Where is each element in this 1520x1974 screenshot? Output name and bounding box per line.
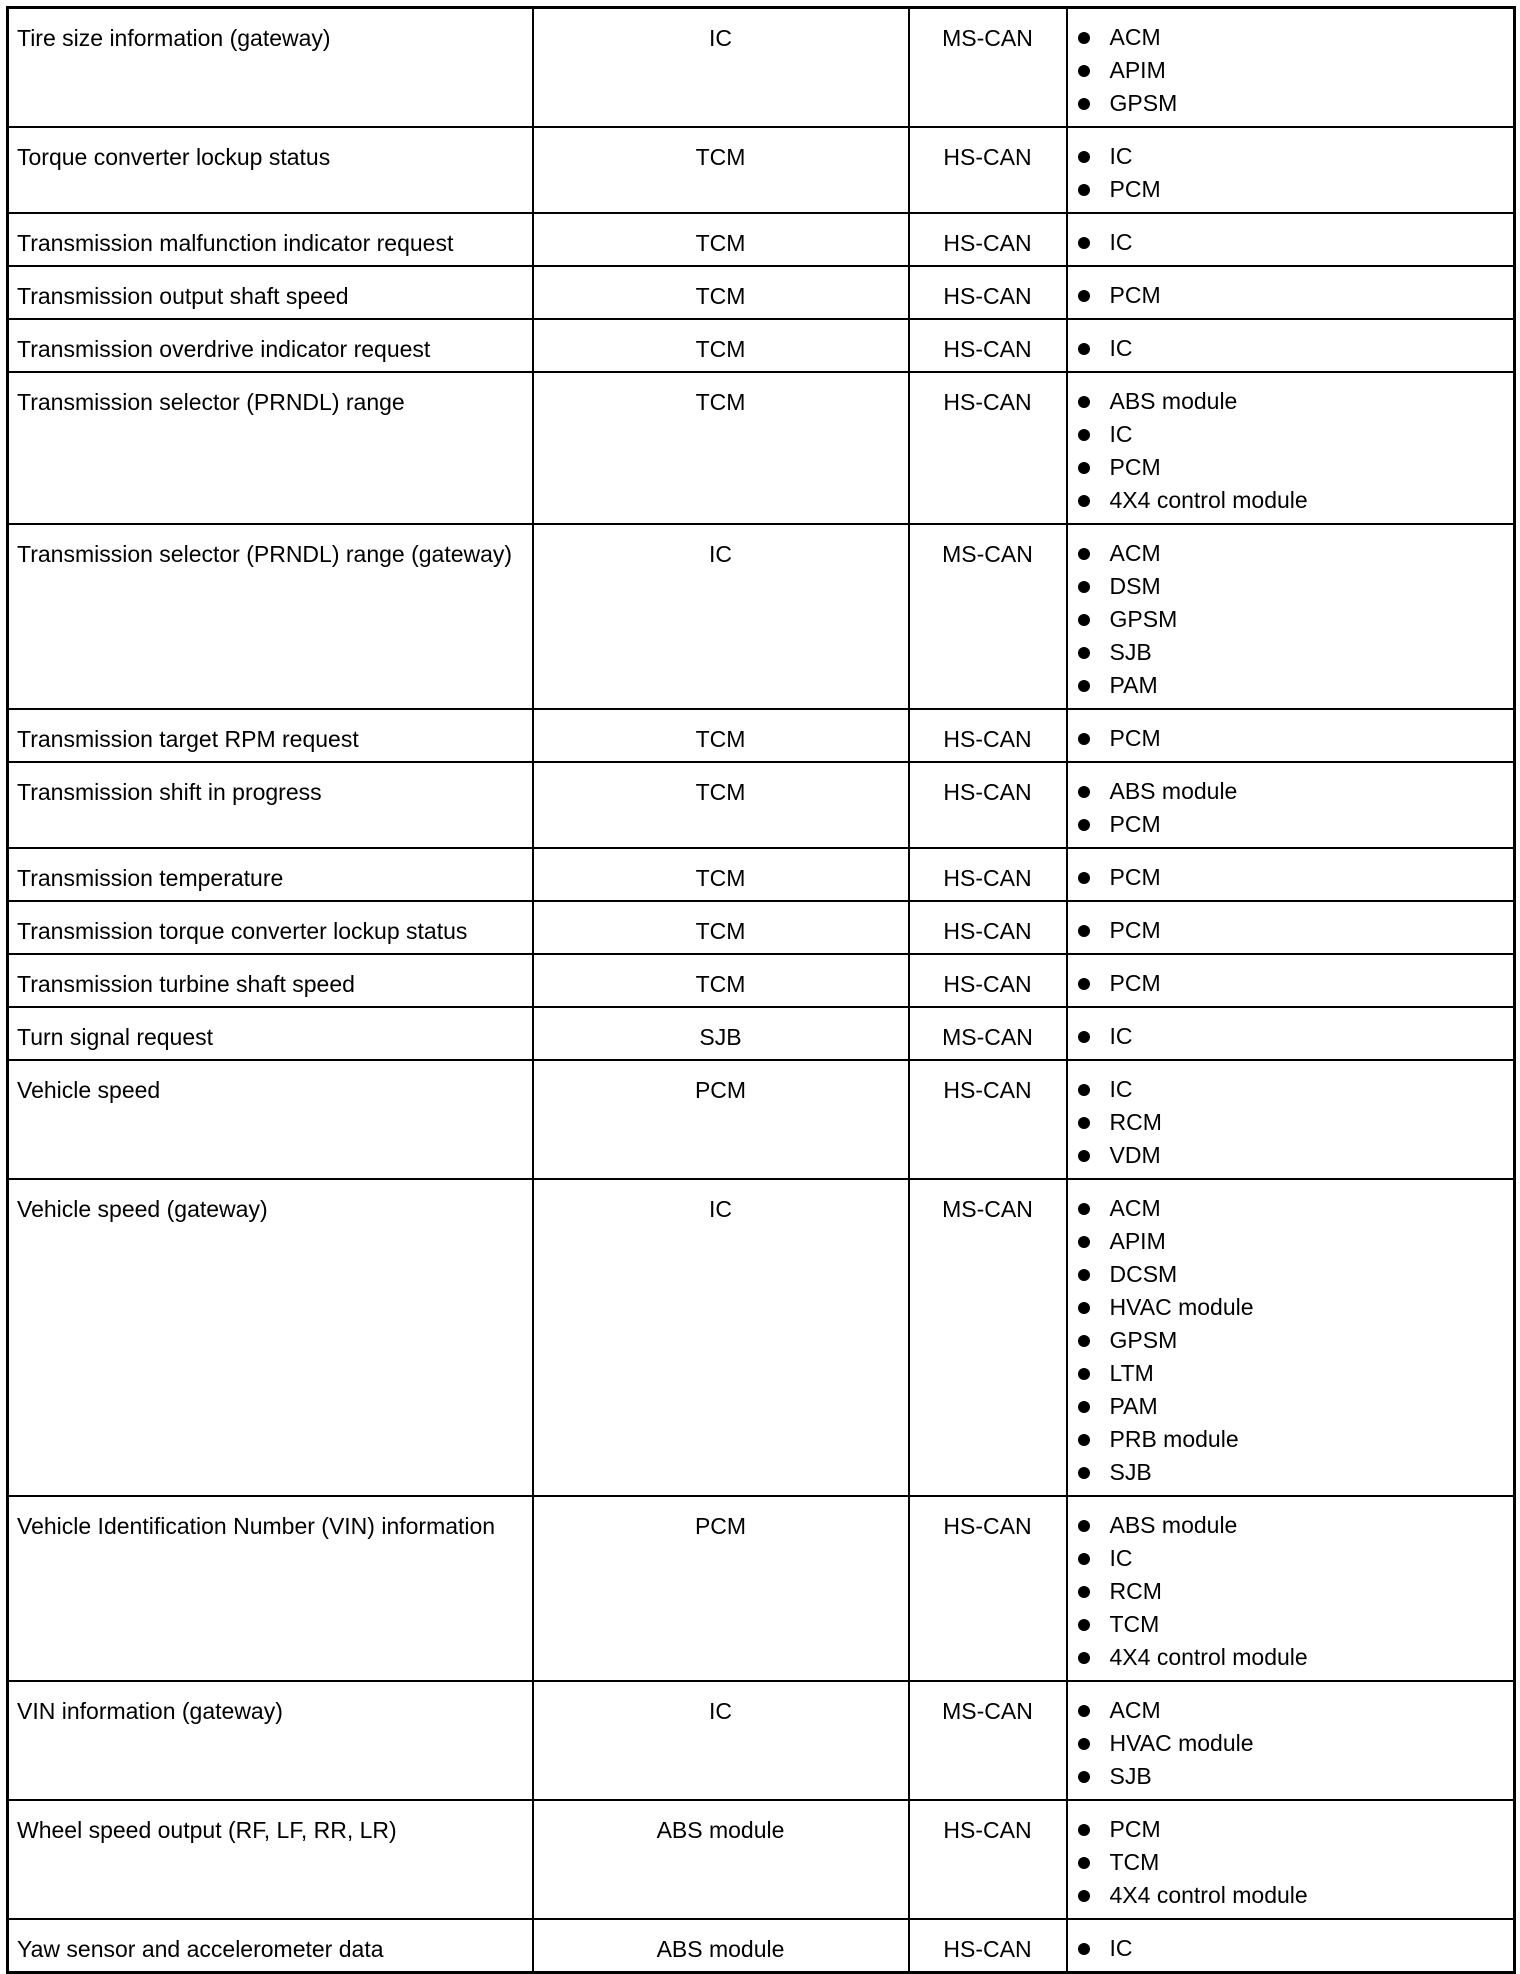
network-bus-cell: HS-CAN [909, 848, 1067, 901]
receivers-cell [1067, 1681, 1515, 1800]
receiver-list-item: 4X4 control module [1076, 484, 1506, 517]
table-row [8, 127, 1515, 213]
source-module-cell: IC [533, 1179, 909, 1496]
network-bus-cell: HS-CAN [909, 127, 1067, 213]
table-row [8, 319, 1515, 372]
source-module-cell: TCM [533, 848, 909, 901]
receiver-list-item: PCM [1076, 451, 1506, 484]
receiver-list-item: PCM [1076, 1813, 1506, 1846]
source-module-cell: IC [533, 524, 909, 709]
table-row [8, 901, 1515, 954]
receiver-list-item: ACM [1076, 537, 1506, 570]
receiver-list-item: SJB [1076, 636, 1506, 669]
receiver-list-item: SJB [1076, 1456, 1506, 1489]
receivers-cell [1067, 1496, 1515, 1681]
network-bus-cell: HS-CAN [909, 372, 1067, 524]
network-bus-cell: HS-CAN [909, 709, 1067, 762]
table-row [8, 762, 1515, 848]
table-row [8, 1681, 1515, 1800]
receiver-list-item: IC [1076, 1073, 1506, 1106]
source-module-cell: PCM [533, 1496, 909, 1681]
receiver-list-item: ABS module [1076, 385, 1506, 418]
receiver-list-item: TCM [1076, 1608, 1506, 1641]
receiver-list-item: RCM [1076, 1575, 1506, 1608]
table-row [8, 1496, 1515, 1681]
source-module-cell: TCM [533, 213, 909, 266]
table-row [8, 1007, 1515, 1060]
receiver-list-item: IC [1076, 1020, 1506, 1053]
receiver-list [1076, 967, 1506, 1000]
receiver-list-item: SJB [1076, 1760, 1506, 1793]
network-bus-cell: HS-CAN [909, 1800, 1067, 1919]
message-cell: Transmission selector (PRNDL) range (gateway) [8, 524, 533, 709]
source-module-cell: TCM [533, 127, 909, 213]
table-row [8, 524, 1515, 709]
network-bus-cell: HS-CAN [909, 1919, 1067, 1973]
receiver-list-item: GPSM [1076, 1324, 1506, 1357]
message-cell: VIN information (gateway) [8, 1681, 533, 1800]
receivers-cell [1067, 524, 1515, 709]
receiver-list-item: LTM [1076, 1357, 1506, 1390]
table-row [8, 1800, 1515, 1919]
network-bus-cell: MS-CAN [909, 1179, 1067, 1496]
receiver-list-item: 4X4 control module [1076, 1641, 1506, 1674]
receivers-cell [1067, 709, 1515, 762]
source-module-cell: ABS module [533, 1800, 909, 1919]
receiver-list-item: PCM [1076, 914, 1506, 947]
message-cell: Torque converter lockup status [8, 127, 533, 213]
message-cell: Tire size information (gateway) [8, 8, 533, 128]
receivers-cell [1067, 1800, 1515, 1919]
network-bus-cell: HS-CAN [909, 319, 1067, 372]
receiver-list [1076, 226, 1506, 259]
receiver-list-item: IC [1076, 332, 1506, 365]
receiver-list-item: GPSM [1076, 87, 1506, 120]
receiver-list-item: DSM [1076, 570, 1506, 603]
receiver-list-item: APIM [1076, 1225, 1506, 1258]
network-bus-cell: MS-CAN [909, 1681, 1067, 1800]
receiver-list [1076, 722, 1506, 755]
receiver-list-item: PCM [1076, 861, 1506, 894]
receiver-list [1076, 332, 1506, 365]
source-module-cell: ABS module [533, 1919, 909, 1973]
receiver-list-item: IC [1076, 1542, 1506, 1575]
receivers-cell [1067, 8, 1515, 128]
table-row [8, 8, 1515, 128]
receiver-list [1076, 914, 1506, 947]
receiver-list [1076, 140, 1506, 206]
receiver-list-item: ABS module [1076, 1509, 1506, 1542]
receivers-cell [1067, 1919, 1515, 1973]
source-module-cell: TCM [533, 319, 909, 372]
receiver-list-item: ACM [1076, 1192, 1506, 1225]
table-row [8, 954, 1515, 1007]
message-cell: Transmission malfunction indicator request [8, 213, 533, 266]
receivers-cell [1067, 1179, 1515, 1496]
message-cell: Transmission shift in progress [8, 762, 533, 848]
receiver-list [1076, 1073, 1506, 1172]
receiver-list-item: HVAC module [1076, 1291, 1506, 1324]
receiver-list-item: PCM [1076, 967, 1506, 1000]
source-module-cell: TCM [533, 954, 909, 1007]
table-row [8, 1919, 1515, 1973]
receiver-list-item: IC [1076, 140, 1506, 173]
source-module-cell: IC [533, 1681, 909, 1800]
receiver-list [1076, 279, 1506, 312]
message-cell: Transmission turbine shaft speed [8, 954, 533, 1007]
receiver-list-item: PCM [1076, 173, 1506, 206]
table-row [8, 213, 1515, 266]
receiver-list-item: GPSM [1076, 603, 1506, 636]
table-row [8, 372, 1515, 524]
receivers-cell [1067, 1007, 1515, 1060]
receiver-list-item: ACM [1076, 21, 1506, 54]
receivers-cell [1067, 954, 1515, 1007]
receiver-list [1076, 1932, 1506, 1965]
receivers-cell [1067, 127, 1515, 213]
receiver-list-item: TCM [1076, 1846, 1506, 1879]
source-module-cell: PCM [533, 1060, 909, 1179]
receiver-list [1076, 1192, 1506, 1489]
source-module-cell: SJB [533, 1007, 909, 1060]
receiver-list-item: VDM [1076, 1139, 1506, 1172]
receivers-cell [1067, 848, 1515, 901]
message-cell: Vehicle Identification Number (VIN) information [8, 1496, 533, 1681]
receiver-list [1076, 1020, 1506, 1053]
message-cell: Transmission output shaft speed [8, 266, 533, 319]
source-module-cell: TCM [533, 901, 909, 954]
receiver-list-item: PCM [1076, 279, 1506, 312]
receiver-list [1076, 1813, 1506, 1912]
receivers-cell [1067, 762, 1515, 848]
table-row [8, 1060, 1515, 1179]
message-cell: Vehicle speed [8, 1060, 533, 1179]
receiver-list [1076, 861, 1506, 894]
source-module-cell: TCM [533, 266, 909, 319]
table-row [8, 1179, 1515, 1496]
message-cell: Yaw sensor and accelerometer data [8, 1919, 533, 1973]
receiver-list-item: IC [1076, 226, 1506, 259]
message-cell: Transmission overdrive indicator request [8, 319, 533, 372]
receiver-list-item: IC [1076, 1932, 1506, 1965]
message-cell: Turn signal request [8, 1007, 533, 1060]
message-cell: Transmission target RPM request [8, 709, 533, 762]
network-bus-cell: HS-CAN [909, 762, 1067, 848]
source-module-cell: IC [533, 8, 909, 128]
receiver-list [1076, 1509, 1506, 1674]
receiver-list-item: HVAC module [1076, 1727, 1506, 1760]
receiver-list [1076, 775, 1506, 841]
receivers-cell [1067, 213, 1515, 266]
receiver-list-item: PAM [1076, 1390, 1506, 1423]
receivers-cell [1067, 901, 1515, 954]
network-bus-cell: MS-CAN [909, 524, 1067, 709]
receiver-list-item: ABS module [1076, 775, 1506, 808]
network-bus-cell: HS-CAN [909, 266, 1067, 319]
receivers-cell [1067, 266, 1515, 319]
receivers-cell [1067, 1060, 1515, 1179]
network-bus-cell: HS-CAN [909, 213, 1067, 266]
message-cell: Wheel speed output (RF, LF, RR, LR) [8, 1800, 533, 1919]
receiver-list-item: DCSM [1076, 1258, 1506, 1291]
source-module-cell: TCM [533, 762, 909, 848]
receiver-list [1076, 21, 1506, 120]
table-row [8, 709, 1515, 762]
source-module-cell: TCM [533, 372, 909, 524]
network-message-table [6, 6, 1516, 1974]
receivers-cell [1067, 372, 1515, 524]
source-module-cell: TCM [533, 709, 909, 762]
receiver-list-item: PRB module [1076, 1423, 1506, 1456]
network-bus-cell: HS-CAN [909, 954, 1067, 1007]
receivers-cell [1067, 319, 1515, 372]
network-bus-cell: MS-CAN [909, 1007, 1067, 1060]
table-row [8, 266, 1515, 319]
network-bus-cell: HS-CAN [909, 1496, 1067, 1681]
message-cell: Transmission torque converter lockup status [8, 901, 533, 954]
table-row [8, 848, 1515, 901]
receiver-list [1076, 1694, 1506, 1793]
receiver-list-item: PAM [1076, 669, 1506, 702]
receiver-list-item: IC [1076, 418, 1506, 451]
receiver-list-item: 4X4 control module [1076, 1879, 1506, 1912]
message-cell: Transmission temperature [8, 848, 533, 901]
receiver-list-item: PCM [1076, 808, 1506, 841]
message-cell: Vehicle speed (gateway) [8, 1179, 533, 1496]
receiver-list-item: RCM [1076, 1106, 1506, 1139]
message-cell: Transmission selector (PRNDL) range [8, 372, 533, 524]
table-body [8, 8, 1515, 1973]
receiver-list [1076, 537, 1506, 702]
receiver-list-item: PCM [1076, 722, 1506, 755]
receiver-list-item: APIM [1076, 54, 1506, 87]
receiver-list-item: ACM [1076, 1694, 1506, 1727]
network-bus-cell: HS-CAN [909, 901, 1067, 954]
network-bus-cell: MS-CAN [909, 8, 1067, 128]
network-bus-cell: HS-CAN [909, 1060, 1067, 1179]
receiver-list [1076, 385, 1506, 517]
